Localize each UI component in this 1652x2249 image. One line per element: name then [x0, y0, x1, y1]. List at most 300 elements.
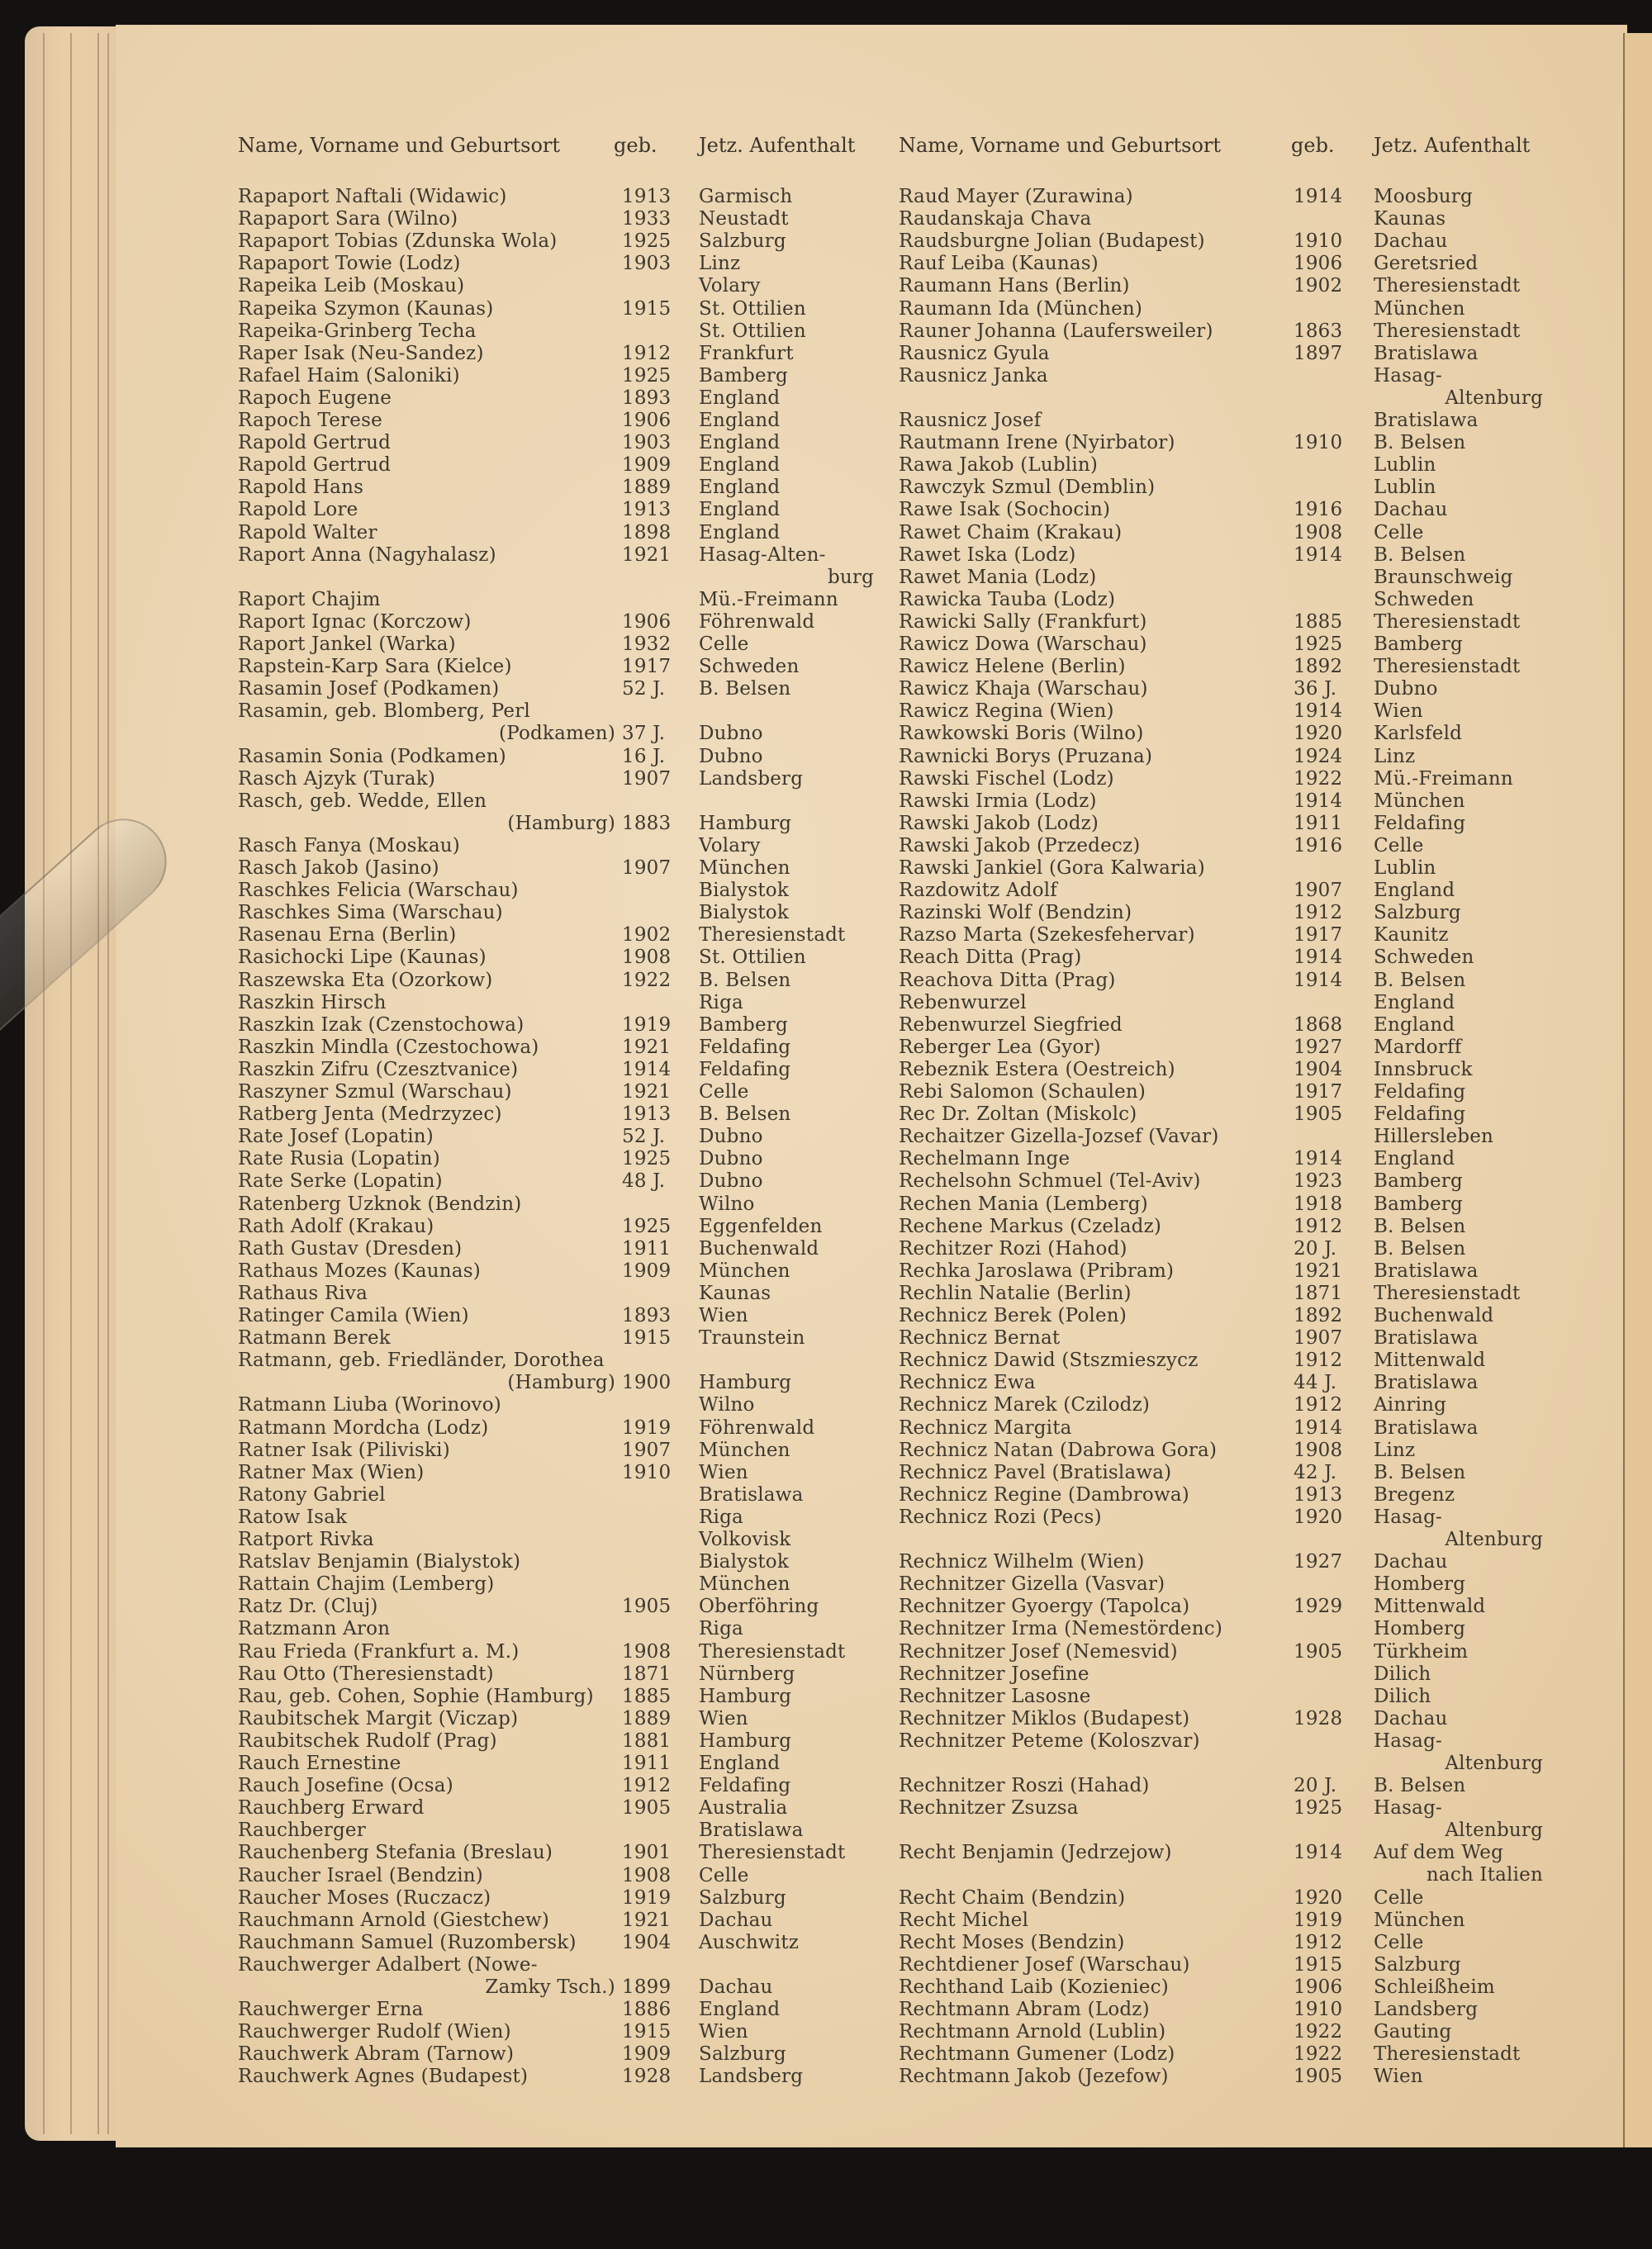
entry-name: Rawski Jakob (Lodz) [899, 812, 1099, 834]
entry-name: Razso Marta (Szekesfehervar) [899, 924, 1195, 947]
list-entry [238, 1170, 874, 1193]
entry-residence: Feldafing [699, 1058, 791, 1080]
entry-residence: Volkovisk [699, 1529, 791, 1550]
entry-name: Rathaus Riva [238, 1282, 368, 1304]
entry-residence: Bialystok [699, 902, 789, 924]
entry-born: 1925 [1294, 633, 1343, 655]
entry-name: Raszkin Hirsch [238, 991, 387, 1013]
entry-residence: B. Belsen [699, 678, 791, 700]
entry-born: 1893 [622, 387, 672, 409]
entry-residence: Bialystok [699, 880, 789, 902]
list-entry [899, 611, 1543, 633]
list-entry [899, 253, 1543, 275]
entry-residence: St. Ottilien [699, 947, 806, 969]
list-entry [238, 1887, 874, 1910]
entry-born: 1919 [622, 1886, 672, 1909]
list-entry [238, 1327, 874, 1350]
entry-born: 1901 [622, 1842, 672, 1864]
entry-residence: St. Ottilien [699, 297, 806, 320]
entry-born: 1925 [1294, 1797, 1343, 1820]
list-entry [238, 1260, 874, 1283]
entry-born: 1885 [1294, 610, 1343, 633]
entry-name: Raudanskaja Chava [899, 208, 1092, 230]
entry-name: Rapold Gertrud [238, 454, 392, 477]
list-entry [238, 924, 874, 947]
entry-residence: Dilich [1374, 1663, 1431, 1685]
entry-born: 1921 [622, 543, 672, 566]
list-entry [899, 1014, 1543, 1037]
entry-born: 36 J. [1294, 678, 1337, 700]
entry-residence: Schweden [699, 656, 800, 678]
entry-residence: Hamburg [699, 1685, 792, 1707]
list-entry [899, 477, 1543, 499]
entry-born: 1910 [1294, 230, 1343, 253]
entry-residence: B. Belsen [699, 969, 791, 991]
entry-residence: Theresienstadt [1374, 610, 1521, 633]
list-entry [899, 1081, 1543, 1103]
entry-residence: Eggenfelden [699, 1215, 823, 1237]
entry-born: 1915 [622, 2021, 672, 2043]
list-entry [238, 1529, 874, 1551]
entry-residence: Bamberg [1374, 1170, 1463, 1193]
entry-born: 1920 [1294, 723, 1343, 745]
entry-residence: St. Ottilien [699, 320, 806, 342]
entry-name: Raszkin Mindla (Czestochowa) [238, 1036, 539, 1058]
entry-name: Rapold Lore [238, 499, 358, 521]
header-residence: Jetz. Aufenthalt [1374, 134, 1531, 157]
entry-born: 1914 [1294, 1148, 1343, 1170]
entry-name: Raschkes Felicia (Warschau) [238, 880, 519, 902]
entry-name: Rate Rusia (Lopatin) [238, 1148, 440, 1170]
entry-name: Rechtmann Jakob (Jezefow) [899, 2066, 1169, 2088]
entry-born: 1917 [1294, 1081, 1343, 1103]
entry-residence: Salzburg [699, 1886, 786, 1909]
list-entry [238, 1551, 874, 1573]
entry-name: Rechene Markus (Czeladz) [899, 1215, 1162, 1237]
entry-name: Ratzmann Aron [238, 1618, 391, 1640]
entry-residence: Landsberg [699, 2066, 804, 2088]
entry-name: Rechnicz Bernat [899, 1327, 1061, 1350]
entry-name: Ratinger Camila (Wien) [238, 1305, 469, 1326]
entry-residence: Theresienstadt [1374, 275, 1521, 297]
entry-born: 1903 [622, 253, 672, 275]
entry-name: Rauchenberg Stefania (Breslau) [238, 1842, 553, 1864]
entry-name: Rechtmann Arnold (Lublin) [899, 2021, 1166, 2043]
entry-residence: England [1374, 1013, 1455, 1036]
list-entry [899, 1976, 1543, 1999]
list-entry [238, 1126, 874, 1148]
list-entry [238, 253, 874, 275]
entry-born: 1899 [622, 1976, 672, 1998]
entry-name: Ratslav Benjamin (Bialystok) [238, 1551, 521, 1573]
entry-name: Rechnitzer Lasosne [899, 1685, 1091, 1707]
entry-name: Rauchwerger Erna [238, 1999, 424, 2021]
entry-name: Ratenberg Uzknok (Bendzin) [238, 1193, 522, 1215]
entry-born: 1881 [622, 1729, 672, 1752]
entry-residence: Dubno [699, 723, 763, 745]
entry-born: 1909 [622, 454, 672, 477]
list-entry [899, 1126, 1543, 1148]
list-entry [899, 499, 1543, 521]
entry-residence: Wilno [699, 1394, 755, 1416]
entry-name: Rapoch Eugene [238, 387, 392, 409]
entry-residence: England [1374, 1148, 1455, 1170]
entry-born: 1919 [622, 1416, 672, 1439]
entry-residence: Wien [699, 1707, 748, 1729]
list-entry [238, 320, 874, 343]
entry-name: Rauchmann Samuel (Ruzombersk) [238, 1931, 577, 1953]
list-entry [899, 567, 1543, 589]
entry-born: 1933 [622, 208, 672, 230]
entry-residence: Mü.-Freimann [1374, 767, 1513, 790]
entry-born: 1893 [622, 1305, 672, 1326]
entry-name: Rauchberg Erward [238, 1797, 425, 1820]
entry-name: Rawczyk Szmul (Demblin) [899, 477, 1156, 499]
entry-born: 1914 [1294, 700, 1343, 723]
entry-name: Rechlin Natalie (Berlin) [899, 1282, 1132, 1304]
entry-residence: Dachau [1374, 1707, 1448, 1729]
list-entry [238, 343, 874, 365]
entry-name: Rechthand Laib (Kozieniec) [899, 1976, 1169, 1998]
entry-residence: Linz [1374, 1439, 1416, 1461]
list-entry [238, 768, 874, 790]
entry-born: 1906 [1294, 1976, 1343, 1998]
entry-born: 1912 [1294, 902, 1343, 924]
entry-residence: Celle [699, 1864, 749, 1886]
entry-born: 1912 [1294, 1931, 1343, 1953]
entry-residence: Neustadt [699, 208, 789, 230]
entry-residence: B. Belsen [1374, 543, 1466, 566]
list-entry [238, 678, 874, 700]
list-entry [238, 1708, 874, 1730]
entry-born: 1900 [622, 1372, 672, 1394]
list-entry [238, 589, 874, 611]
list-entry [238, 1081, 874, 1103]
entry-residence: Traunstein [699, 1327, 805, 1350]
entry-name: Rawicka Tauba (Lodz) [899, 588, 1116, 610]
entry-born: 1914 [1294, 543, 1343, 566]
entry-name: Rawicz Helene (Berlin) [899, 656, 1126, 678]
list-entry [899, 1887, 1543, 1910]
entry-name: Rauchmann Arnold (Giestchew) [238, 1909, 550, 1931]
entry-name: Rapaport Tobias (Zdunska Wola) [238, 230, 558, 253]
entry-born: 1917 [1294, 924, 1343, 947]
list-entry [899, 589, 1543, 611]
entry-residence: Bamberg [699, 1013, 788, 1036]
entry-name: Rawski Jankiel (Gora Kalwaria) [899, 857, 1205, 879]
entry-residence: England [699, 387, 781, 409]
entry-residence: Bratislawa [1374, 410, 1479, 431]
entry-residence: England [699, 1999, 781, 2021]
list-entry [899, 1573, 1543, 1596]
entry-name: Rebi Salomon (Schaulen) [899, 1081, 1146, 1103]
entry-born: 1914 [1294, 790, 1343, 812]
list-entry [899, 1910, 1543, 1932]
entry-born: 1914 [622, 1058, 672, 1080]
list-entry [238, 2066, 874, 2088]
entry-name: Raud Mayer (Zurawina) [899, 186, 1133, 207]
entry-residence: München [699, 1260, 790, 1282]
entry-residence: England [699, 1753, 781, 1774]
list-entry [899, 924, 1543, 947]
list-entry [238, 633, 874, 656]
entry-born: 1903 [622, 432, 672, 454]
entry-residence: Celle [699, 1081, 749, 1103]
entry-born: 1905 [1294, 2066, 1343, 2088]
entry-born: 1929 [1294, 1596, 1343, 1618]
entry-name: Rechtmann Gumener (Lodz) [899, 2043, 1175, 2066]
entry-name: Rafael Haim (Saloniki) [238, 364, 460, 387]
entry-residence-continued: burg [827, 566, 874, 588]
entry-born: 1911 [622, 1237, 672, 1260]
entry-born: 1907 [622, 1439, 672, 1461]
entry-name: Rebeznik Estera (Oestreich) [899, 1058, 1175, 1080]
entry-residence: Landsberg [1374, 1999, 1479, 2021]
list-entry [899, 1148, 1543, 1170]
entry-name: Rapeika Szymon (Kaunas) [238, 297, 494, 320]
entry-residence: Kaunitz [1374, 924, 1449, 947]
entry-born: 1910 [1294, 432, 1343, 454]
list-entry [899, 633, 1543, 656]
list-entry [238, 970, 874, 992]
entry-residence: Dachau [699, 1909, 773, 1931]
list-entry [238, 1820, 874, 1842]
list-entry [238, 477, 874, 499]
list-entry [238, 656, 874, 678]
list-entry [238, 1238, 874, 1260]
entry-residence: Feldafing [1374, 1081, 1466, 1103]
list-entry [899, 1729, 1543, 1774]
entry-born: 1912 [1294, 1215, 1343, 1237]
entry-residence: Karlsfeld [1374, 723, 1463, 745]
entry-born: 1913 [622, 186, 672, 207]
entry-name: Rapoch Terese [238, 410, 382, 431]
entry-born: 1908 [622, 947, 672, 969]
entry-residence: Feldafing [1374, 1103, 1466, 1126]
entry-born: 1898 [622, 521, 672, 543]
list-entry [238, 1842, 874, 1864]
entry-name: Rauch Josefine (Ocsa) [238, 1775, 453, 1797]
entry-residence: Geretsried [1374, 253, 1479, 275]
entry-residence-continued: nach Italien [1426, 1864, 1543, 1886]
entry-born: 1918 [1294, 1193, 1343, 1215]
entry-born: 1908 [1294, 521, 1343, 543]
entry-residence: Homberg [1374, 1573, 1466, 1596]
entry-residence: Volary [699, 834, 761, 856]
list-entry [238, 1283, 874, 1305]
list-entry [899, 1954, 1543, 1976]
entry-born: 1868 [1294, 1013, 1343, 1036]
list-entry [238, 611, 874, 633]
list-entry [238, 902, 874, 924]
entry-name: Recht Benjamin (Jedrzejow) [899, 1842, 1172, 1864]
list-entry [899, 2043, 1543, 2066]
list-entry [899, 364, 1543, 409]
entry-born: 1913 [1294, 1483, 1343, 1506]
entry-born: 1925 [622, 1215, 672, 1237]
entry-name: Ratmann Liuba (Worinovo) [238, 1394, 501, 1416]
entry-name: Rechnitzer Miklos (Budapest) [899, 1707, 1190, 1729]
entry-name: Recht Michel [899, 1909, 1029, 1931]
entry-residence: Mü.-Freimann [699, 588, 838, 610]
entry-born: 42 J. [1294, 1461, 1337, 1483]
entry-name: Rauner Johanna (Laufersweiler) [899, 320, 1213, 342]
entry-residence: Kaunas [1374, 208, 1446, 230]
entry-residence: Oberföhring [699, 1596, 819, 1618]
list-entry [899, 992, 1543, 1014]
entry-name: Rawski Fischel (Lodz) [899, 767, 1114, 790]
entry-name: Reberger Lea (Gyor) [899, 1036, 1101, 1058]
list-entry [238, 1417, 874, 1440]
entry-name: Raubitschek Margit (Viczap) [238, 1707, 519, 1729]
entry-born: 1919 [622, 1013, 672, 1036]
entry-residence: Auf dem Weg [1374, 1842, 1504, 1864]
entry-residence: Dubno [1374, 678, 1438, 700]
entry-born: 1906 [1294, 253, 1343, 275]
list-entry [899, 1103, 1543, 1126]
entry-born: 1917 [622, 656, 672, 678]
entry-born: 20 J. [1294, 1775, 1337, 1797]
entry-born: 1902 [622, 924, 672, 947]
entry-residence-continued: Altenburg [1445, 1820, 1543, 1842]
entry-residence: Buchenwald [699, 1237, 819, 1260]
entry-residence: Föhrenwald [699, 1416, 815, 1439]
list-entry [899, 813, 1543, 835]
entry-born: 52 J. [622, 1126, 666, 1148]
list-entry [238, 1686, 874, 1708]
entry-name-continued: (Hamburg) [507, 1372, 615, 1394]
list-entry [238, 700, 874, 745]
entry-born: 1912 [1294, 1350, 1343, 1372]
entry-born: 1925 [622, 230, 672, 253]
entry-residence: England [1374, 991, 1455, 1013]
entry-residence: Dubno [699, 745, 763, 767]
list-entry [238, 1753, 874, 1775]
entry-name: Rausnicz Josef [899, 410, 1042, 431]
entry-residence: Mittenwald [1374, 1350, 1486, 1372]
entry-born: 1883 [622, 812, 672, 834]
header-born: geb. [1291, 134, 1335, 157]
entry-born: 1871 [622, 1663, 672, 1685]
entry-name: Rasch Jakob (Jasino) [238, 857, 439, 879]
entry-born: 1910 [1294, 1999, 1343, 2021]
entry-born: 1871 [1294, 1282, 1343, 1304]
entry-name: Rauch Ernestine [238, 1753, 401, 1774]
entry-residence: Kaunas [699, 1282, 771, 1304]
entry-name: Rauf Leiba (Kaunas) [899, 253, 1099, 275]
list-entry [899, 1350, 1543, 1372]
entry-name: Rapold Walter [238, 521, 377, 543]
entry-born: 1908 [1294, 1439, 1343, 1461]
entry-born: 1910 [622, 1461, 672, 1483]
entry-residence: Homberg [1374, 1618, 1466, 1640]
entry-born: 1915 [622, 297, 672, 320]
entry-name: Rechnicz Marek (Czilodz) [899, 1394, 1151, 1416]
list-entry [238, 1193, 874, 1216]
entry-name: Rechen Mania (Lemberg) [899, 1193, 1148, 1215]
list-entry [238, 432, 874, 454]
entry-name: Raper Isak (Neu-Sandez) [238, 342, 484, 364]
entry-residence: Mittenwald [1374, 1596, 1486, 1618]
entry-name: Ratmann, geb. Friedländer, Dorothea [238, 1350, 605, 1372]
entry-residence: B. Belsen [1374, 969, 1466, 991]
entry-name: Rapeika-Grinberg Techa [238, 320, 477, 342]
entry-born: 1908 [622, 1864, 672, 1886]
list-entry [899, 970, 1543, 992]
entry-name: Rauchwerger Adalbert (Nowe- [238, 1953, 538, 1976]
list-entry [899, 298, 1543, 320]
list-entry [238, 1573, 874, 1596]
entry-residence: Bamberg [699, 364, 788, 387]
entry-residence: Wien [699, 1461, 748, 1483]
entry-born: 1908 [622, 1640, 672, 1663]
entry-residence: Auschwitz [699, 1931, 800, 1953]
entry-born: 37 J. [622, 723, 666, 745]
entry-name: Rechnicz Berek (Polen) [899, 1305, 1127, 1326]
entry-name: Raport Jankel (Warka) [238, 633, 456, 655]
entry-name: Rechnitzer Roszi (Hahad) [899, 1775, 1150, 1797]
entry-name: Rechnitzer Gyoergy (Tapolca) [899, 1596, 1190, 1618]
list-entry [899, 947, 1543, 969]
entry-name: Rawski Jakob (Przedecz) [899, 834, 1141, 856]
entry-residence: Bratislawa [1374, 1372, 1479, 1394]
entry-name: Rasamin Josef (Podkamen) [238, 678, 500, 700]
entry-name: Raumann Ida (München) [899, 297, 1143, 320]
entry-residence: Lublin [1374, 454, 1436, 477]
list-entry [238, 1103, 874, 1126]
entry-residence: Moosburg [1374, 186, 1473, 207]
list-entry [238, 1394, 874, 1416]
entry-residence: München [699, 1573, 790, 1596]
entry-residence: Celle [699, 633, 749, 655]
entry-name: Rasamin Sonia (Podkamen) [238, 745, 506, 767]
list-entry [238, 1932, 874, 1954]
list-entry [899, 723, 1543, 745]
entry-residence: Schweden [1374, 588, 1474, 610]
list-entry [238, 208, 874, 230]
list-entry [238, 1730, 874, 1753]
entry-residence: Celle [1374, 1931, 1424, 1953]
entry-born: 1886 [622, 1999, 672, 2021]
entry-born: 1909 [622, 1260, 672, 1282]
list-entry [899, 790, 1543, 813]
entry-residence: Feldafing [699, 1036, 791, 1058]
entry-born: 1905 [1294, 1103, 1343, 1126]
entry-born: 1904 [622, 1931, 672, 1953]
entry-born: 1922 [1294, 2021, 1343, 2043]
entry-residence: Theresienstadt [699, 1640, 846, 1663]
entry-name: Raport Chajim [238, 588, 381, 610]
entry-name: Rau Otto (Theresienstadt) [238, 1663, 494, 1685]
entry-born: 1863 [1294, 320, 1343, 342]
entry-residence: Feldafing [1374, 812, 1466, 834]
entry-name: Rechnicz Ewa [899, 1372, 1036, 1394]
entry-residence: Hasag- [1374, 1729, 1442, 1752]
entry-name: Ratmann Berek [238, 1327, 391, 1350]
entry-name: Rapaport Towie (Lodz) [238, 253, 461, 275]
entry-residence: Bialystok [699, 1551, 789, 1573]
entry-born: 1922 [1294, 767, 1343, 790]
entry-name: Rechka Jaroslawa (Pribram) [899, 1260, 1175, 1282]
list-entry [238, 1037, 874, 1059]
list-entry [899, 2066, 1543, 2088]
entry-residence: Dachau [1374, 230, 1448, 253]
entry-name: Rechnitzer Zsuzsa [899, 1797, 1079, 1820]
list-entry [899, 1932, 1543, 1954]
list-entry [238, 298, 874, 320]
entry-born: 1928 [1294, 1707, 1343, 1729]
entry-name: Raucher Israel (Bendzin) [238, 1864, 483, 1886]
